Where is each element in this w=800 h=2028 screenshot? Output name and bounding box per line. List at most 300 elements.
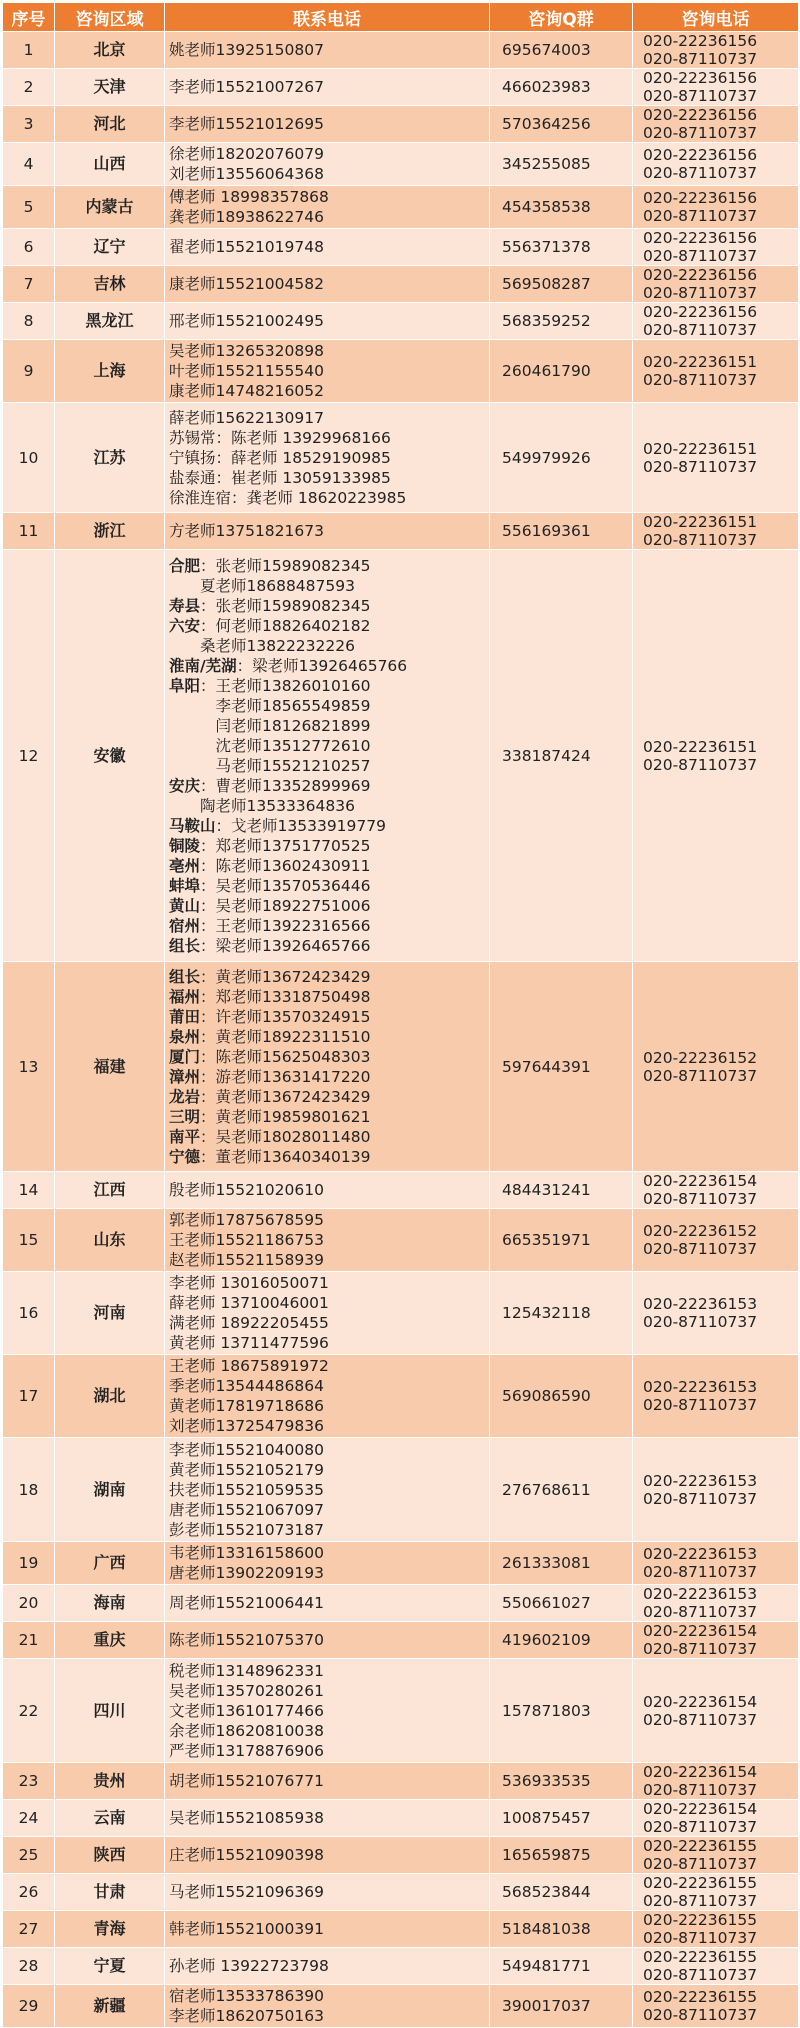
row-hotlines [633, 1948, 799, 1985]
contact-text: 李老师18565549859 [169, 696, 371, 715]
row-index: 20 [3, 1585, 55, 1622]
hotline-number: 020-22236155 [643, 1911, 758, 1929]
table-row [3, 403, 799, 513]
hotline-number: 020-87110737 [643, 124, 758, 142]
contact-text: ：黄老师18922311510 [200, 1027, 371, 1046]
row-hotlines [633, 1659, 799, 1763]
contact-line [169, 1681, 485, 1701]
row-contacts [165, 1800, 490, 1837]
row-contacts [165, 1622, 490, 1659]
contact-text: ：王老师13922316566 [200, 916, 371, 935]
row-hotlines [633, 962, 799, 1172]
contact-line [169, 967, 485, 987]
row-hotlines [633, 186, 799, 229]
table-row [3, 1985, 799, 2028]
contact-text: 邢老师15521002495 [169, 312, 324, 330]
contact-text: ：王老师13826010160 [200, 676, 371, 695]
row-contacts [165, 1542, 490, 1585]
row-qq-group: 390017037 [490, 1985, 633, 2028]
contact-text: 陈老师15521075370 [169, 1631, 324, 1649]
contact-line [169, 1440, 485, 1460]
table-row [3, 1542, 799, 1585]
row-region: 浙江 [55, 513, 165, 550]
contact-area-label: 宁德 [169, 1147, 201, 1166]
row-contacts [165, 143, 490, 186]
contact-area-label: 蚌埠 [169, 876, 201, 895]
contact-line [169, 1701, 485, 1721]
contact-text: 沈老师13512772610 [169, 736, 371, 755]
contact-text: 周老师15521006441 [169, 1594, 324, 1612]
row-region: 黑龙江 [55, 303, 165, 340]
contact-text: 李老师18620750163 [169, 2007, 324, 2025]
contact-line [169, 1087, 485, 1107]
contact-text: 王老师 18675891972 [169, 1357, 329, 1375]
contact-line [169, 1396, 485, 1416]
row-index: 13 [3, 962, 55, 1172]
contact-area-label: 安庆 [169, 776, 201, 795]
row-hotlines [633, 340, 799, 403]
contact-text: 宿老师13533786390 [169, 1987, 324, 2005]
contact-line [169, 448, 485, 468]
contact-line [169, 596, 485, 616]
hotline-number: 020-87110737 [643, 1066, 758, 1085]
contact-line [169, 1986, 485, 2006]
row-region: 河南 [55, 1272, 165, 1355]
row-contacts [165, 340, 490, 403]
contact-text: 方老师13751821673 [169, 522, 324, 540]
row-contacts [165, 229, 490, 266]
hotline-number: 020-22236155 [643, 1988, 758, 2006]
row-qq-group: 165659875 [490, 1837, 633, 1874]
contact-text: 吴老师15521085938 [169, 1809, 324, 1827]
contact-text: 李老师15521040080 [169, 1440, 324, 1459]
row-region: 云南 [55, 1800, 165, 1837]
hotline-number: 020-22236155 [643, 1837, 758, 1855]
contact-line [169, 361, 485, 381]
row-region: 四川 [55, 1659, 165, 1763]
row-index: 21 [3, 1622, 55, 1659]
hotline-number: 020-22236152 [643, 1048, 758, 1067]
table-row [3, 1911, 799, 1948]
row-contacts [165, 403, 490, 513]
contact-text: 夏老师18688487593 [169, 576, 355, 595]
row-contacts [165, 1985, 490, 2028]
hotline-number: 020-22236153 [643, 1378, 758, 1396]
hotline-number: 020-87110737 [643, 1603, 758, 1621]
hotline-number: 020-22236154 [643, 1692, 758, 1711]
row-hotlines [633, 143, 799, 186]
contact-text: 康老师14748216052 [169, 382, 324, 400]
contact-text: 王老师15521186753 [169, 1231, 324, 1249]
contact-area-label: 亳州 [169, 856, 201, 875]
contact-text: 马老师15521096369 [169, 1883, 324, 1901]
row-hotlines [633, 1272, 799, 1355]
contact-text: 李老师15521012695 [169, 115, 324, 133]
hotline-number: 020-22236156 [643, 266, 758, 284]
row-region: 福建 [55, 962, 165, 1172]
row-hotlines [633, 106, 799, 143]
row-index: 1 [3, 32, 55, 69]
row-index: 8 [3, 303, 55, 340]
hotline-number: 020-22236156 [643, 32, 758, 50]
row-index: 23 [3, 1763, 55, 1800]
table-row [3, 1209, 799, 1272]
contact-line [169, 237, 485, 257]
contact-line [169, 1333, 485, 1353]
contact-line [169, 1460, 485, 1480]
row-region: 贵州 [55, 1763, 165, 1800]
contact-line [169, 776, 485, 796]
row-hotlines [633, 403, 799, 513]
contact-line [169, 1047, 485, 1067]
hotline-number: 020-87110737 [643, 1190, 758, 1208]
contact-line [169, 381, 485, 401]
row-hotlines [633, 1874, 799, 1911]
row-contacts [165, 69, 490, 106]
hotline-number: 020-22236155 [643, 1948, 758, 1966]
contact-text: ：游老师13631417220 [200, 1067, 371, 1086]
hotline-number: 020-22236155 [643, 1874, 758, 1892]
row-qq-group: 454358538 [490, 186, 633, 229]
row-hotlines [633, 32, 799, 69]
contact-area-label: 组长 [169, 936, 201, 955]
contact-line [169, 1593, 485, 1613]
hotline-number: 020-87110737 [643, 321, 758, 339]
contact-line [169, 1480, 485, 1500]
hotline-number: 020-22236153 [643, 1471, 758, 1490]
contact-text: 苏锡常：陈老师 13929968166 [169, 428, 391, 447]
hotline-number: 020-87110737 [643, 1710, 758, 1729]
contact-text: ：董老师13640340139 [200, 1147, 371, 1166]
contact-line [169, 1520, 485, 1540]
row-index: 4 [3, 143, 55, 186]
hotline-number: 020-87110737 [643, 1563, 758, 1581]
row-contacts [165, 1438, 490, 1542]
contact-line [169, 696, 485, 716]
row-hotlines [633, 1542, 799, 1585]
contact-text: 郭老师17875678595 [169, 1211, 324, 1229]
row-region: 重庆 [55, 1622, 165, 1659]
contact-text: ：黄老师13672423429 [200, 1087, 371, 1106]
row-region: 陕西 [55, 1837, 165, 1874]
hotline-number: 020-87110737 [643, 207, 758, 225]
hotline-number: 020-22236154 [643, 1172, 758, 1190]
hotline-number: 020-87110737 [643, 284, 758, 302]
hotline-number: 020-87110737 [643, 1489, 758, 1508]
contact-text: 康老师15521004582 [169, 275, 324, 293]
contact-area-label: 六安 [169, 616, 201, 635]
contact-line [169, 1210, 485, 1230]
row-hotlines [633, 303, 799, 340]
header-index: 序号 [3, 3, 55, 32]
contact-line [169, 187, 485, 207]
table-row [3, 1874, 799, 1911]
row-qq-group: 466023983 [490, 69, 633, 106]
contact-line [169, 1721, 485, 1741]
row-index: 15 [3, 1209, 55, 1272]
hotline-number: 020-22236152 [643, 1222, 758, 1240]
table-body [3, 32, 799, 2028]
row-qq-group: 125432118 [490, 1272, 633, 1355]
hotline-number: 020-87110737 [643, 1240, 758, 1258]
header-hotline: 咨询电话 [633, 3, 799, 32]
contact-text: 徐老师18202076079 [169, 145, 324, 163]
contact-text: 唐老师15521067097 [169, 1500, 324, 1519]
row-index: 22 [3, 1659, 55, 1763]
contact-line [169, 1919, 485, 1939]
contact-text: ：许老师13570324915 [200, 1007, 371, 1026]
row-hotlines [633, 513, 799, 550]
row-region: 江西 [55, 1172, 165, 1209]
table-row [3, 1800, 799, 1837]
contact-line [169, 816, 485, 836]
contact-text: ：吴老师18922751006 [200, 896, 371, 915]
row-qq-group: 484431241 [490, 1172, 633, 1209]
contact-text: 盐泰通：崔老师 13059133985 [169, 468, 391, 487]
row-contacts [165, 962, 490, 1172]
row-qq-group: 338187424 [490, 550, 633, 962]
row-qq-group: 261333081 [490, 1542, 633, 1585]
row-index: 28 [3, 1948, 55, 1985]
row-index: 26 [3, 1874, 55, 1911]
hotline-number: 020-87110737 [643, 1396, 758, 1414]
contact-area-label: 三明 [169, 1107, 201, 1126]
contact-line [169, 1293, 485, 1313]
contact-line [169, 656, 485, 676]
contact-line [169, 488, 485, 508]
hotline-number: 020-22236156 [643, 303, 758, 321]
contact-text: 闫老师18126821899 [169, 716, 371, 735]
contact-text: 黄老师15521052179 [169, 1460, 324, 1479]
row-qq-group: 345255085 [490, 143, 633, 186]
row-hotlines [633, 1622, 799, 1659]
row-index: 10 [3, 403, 55, 513]
contact-text: ：曹老师13352899969 [200, 776, 371, 795]
row-hotlines [633, 1763, 799, 1800]
row-contacts [165, 32, 490, 69]
row-index: 6 [3, 229, 55, 266]
table-row [3, 1272, 799, 1355]
row-region: 山西 [55, 143, 165, 186]
table-row [3, 69, 799, 106]
contact-line [169, 1563, 485, 1583]
row-region: 新疆 [55, 1985, 165, 2028]
row-region: 辽宁 [55, 229, 165, 266]
contact-text: ：黄老师19859801621 [200, 1107, 371, 1126]
row-contacts [165, 1837, 490, 1874]
contact-line [169, 1630, 485, 1650]
contact-text: 马老师15521210257 [169, 756, 371, 775]
hotline-number: 020-22236156 [643, 69, 758, 87]
contact-text: 赵老师15521158939 [169, 1251, 324, 1269]
contact-text: 胡老师15521076771 [169, 1772, 324, 1790]
table-row [3, 186, 799, 229]
header-contact-phone: 联系电话 [165, 3, 490, 32]
contact-text: 扶老师15521059535 [169, 1480, 324, 1499]
header-region: 咨询区域 [55, 3, 165, 32]
row-region: 湖北 [55, 1355, 165, 1438]
contact-line [169, 521, 485, 541]
row-contacts [165, 303, 490, 340]
row-hotlines [633, 266, 799, 303]
contact-line [169, 1500, 485, 1520]
hotline-number: 020-87110737 [643, 1640, 758, 1658]
hotline-number: 020-22236151 [643, 353, 758, 371]
contact-text: 翟老师15521019748 [169, 238, 324, 256]
contact-line [169, 1147, 485, 1167]
row-hotlines [633, 1209, 799, 1272]
contact-text: 黄老师 13711477596 [169, 1334, 329, 1352]
hotline-number: 020-22236156 [643, 146, 758, 164]
contact-line [169, 408, 485, 428]
hotline-number: 020-87110737 [643, 1781, 758, 1799]
contact-line [169, 636, 485, 656]
contact-line [169, 1771, 485, 1791]
contact-line [169, 936, 485, 956]
contact-text: 叶老师15521155540 [169, 362, 324, 380]
contact-line [169, 428, 485, 448]
contact-line [169, 1313, 485, 1333]
contact-line [169, 1127, 485, 1147]
contact-text: 黄老师17819718686 [169, 1397, 324, 1415]
contact-line [169, 1956, 485, 1976]
table-row [3, 229, 799, 266]
contact-area-label: 龙岩 [169, 1087, 201, 1106]
row-qq-group: 276768611 [490, 1438, 633, 1542]
hotline-number: 020-87110737 [643, 50, 758, 68]
row-region: 甘肃 [55, 1874, 165, 1911]
row-qq-group: 569508287 [490, 266, 633, 303]
row-hotlines [633, 229, 799, 266]
contact-line [169, 341, 485, 361]
contact-text: ：张老师15989082345 [200, 556, 371, 575]
row-region: 内蒙古 [55, 186, 165, 229]
contact-area-label: 厦门 [169, 1047, 201, 1066]
row-region: 宁夏 [55, 1948, 165, 1985]
row-index: 2 [3, 69, 55, 106]
table-row [3, 266, 799, 303]
contact-text: ：郑老师13751770525 [200, 836, 371, 855]
contact-text: ：吴老师13570536446 [200, 876, 371, 895]
row-qq-group: 550661027 [490, 1585, 633, 1622]
table-header-row [3, 3, 799, 32]
contact-line [169, 144, 485, 164]
row-index: 5 [3, 186, 55, 229]
contact-text: 庄老师15521090398 [169, 1846, 324, 1864]
contact-line [169, 1543, 485, 1563]
hotline-number: 020-87110737 [643, 457, 758, 476]
table-row [3, 1622, 799, 1659]
row-qq-group: 568523844 [490, 1874, 633, 1911]
row-contacts [165, 550, 490, 962]
contact-line [169, 836, 485, 856]
hotline-number: 020-87110737 [643, 371, 758, 389]
hotline-number: 020-87110737 [643, 1818, 758, 1836]
contact-text: 文老师13610177466 [169, 1701, 324, 1720]
hotline-number: 020-87110737 [643, 1313, 758, 1331]
row-contacts [165, 513, 490, 550]
hotline-number: 020-87110737 [643, 531, 758, 549]
hotline-number: 020-87110737 [643, 1966, 758, 1984]
contact-line [169, 1180, 485, 1200]
row-index: 7 [3, 266, 55, 303]
contact-area-label: 寿县 [169, 596, 201, 615]
contact-line [169, 556, 485, 576]
row-index: 12 [3, 550, 55, 962]
row-contacts [165, 1911, 490, 1948]
hotline-number: 020-22236151 [643, 513, 758, 531]
contact-text: ：张老师15989082345 [200, 596, 371, 615]
contact-area-label: 阜阳 [169, 676, 201, 695]
contact-line [169, 1808, 485, 1828]
row-hotlines [633, 550, 799, 962]
row-hotlines [633, 1438, 799, 1542]
row-contacts [165, 1355, 490, 1438]
row-contacts [165, 1272, 490, 1355]
contact-line [169, 1882, 485, 1902]
contact-text: 满老师 18922205455 [169, 1314, 329, 1332]
table-row [3, 303, 799, 340]
row-region: 安徽 [55, 550, 165, 962]
contact-area-label: 漳州 [169, 1067, 201, 1086]
contact-line [169, 1661, 485, 1681]
contact-text: 李老师15521007267 [169, 78, 324, 96]
contact-line [169, 876, 485, 896]
contact-text: 傅老师 18998357868 [169, 188, 329, 206]
row-qq-group: 549481771 [490, 1948, 633, 1985]
contact-line [169, 576, 485, 596]
row-qq-group: 556371378 [490, 229, 633, 266]
row-contacts [165, 1763, 490, 1800]
contact-text: 姚老师13925150807 [169, 41, 324, 59]
contact-text: ：陈老师13602430911 [200, 856, 371, 875]
contact-text: 韩老师15521000391 [169, 1920, 324, 1938]
contact-line [169, 1741, 485, 1761]
row-contacts [165, 1585, 490, 1622]
contact-line [169, 1845, 485, 1865]
row-hotlines [633, 1800, 799, 1837]
row-hotlines [633, 1837, 799, 1874]
contact-line [169, 987, 485, 1007]
hotline-number: 020-87110737 [643, 247, 758, 265]
table-row [3, 550, 799, 962]
contact-line [169, 114, 485, 134]
table-row [3, 340, 799, 403]
row-region: 海南 [55, 1585, 165, 1622]
row-index: 18 [3, 1438, 55, 1542]
hotline-number: 020-22236156 [643, 106, 758, 124]
hotline-number: 020-22236153 [643, 1545, 758, 1563]
contact-line [169, 40, 485, 60]
contact-text: 余老师18620810038 [169, 1721, 324, 1740]
row-qq-group: 419602109 [490, 1622, 633, 1659]
row-index: 25 [3, 1837, 55, 1874]
contact-line [169, 616, 485, 636]
contact-text: 季老师13544486864 [169, 1377, 324, 1395]
row-contacts [165, 1948, 490, 1985]
table-row [3, 1837, 799, 1874]
row-region: 吉林 [55, 266, 165, 303]
table-row [3, 1659, 799, 1763]
row-hotlines [633, 1172, 799, 1209]
contact-text: 徐淮连宿：龚老师 18620223985 [169, 488, 407, 507]
contact-text: 李老师 13016050071 [169, 1274, 329, 1292]
contact-text: ：陈老师15625048303 [200, 1047, 371, 1066]
row-region: 广西 [55, 1542, 165, 1585]
hotline-number: 020-87110737 [643, 1855, 758, 1873]
contact-line [169, 1356, 485, 1376]
table-row [3, 1172, 799, 1209]
